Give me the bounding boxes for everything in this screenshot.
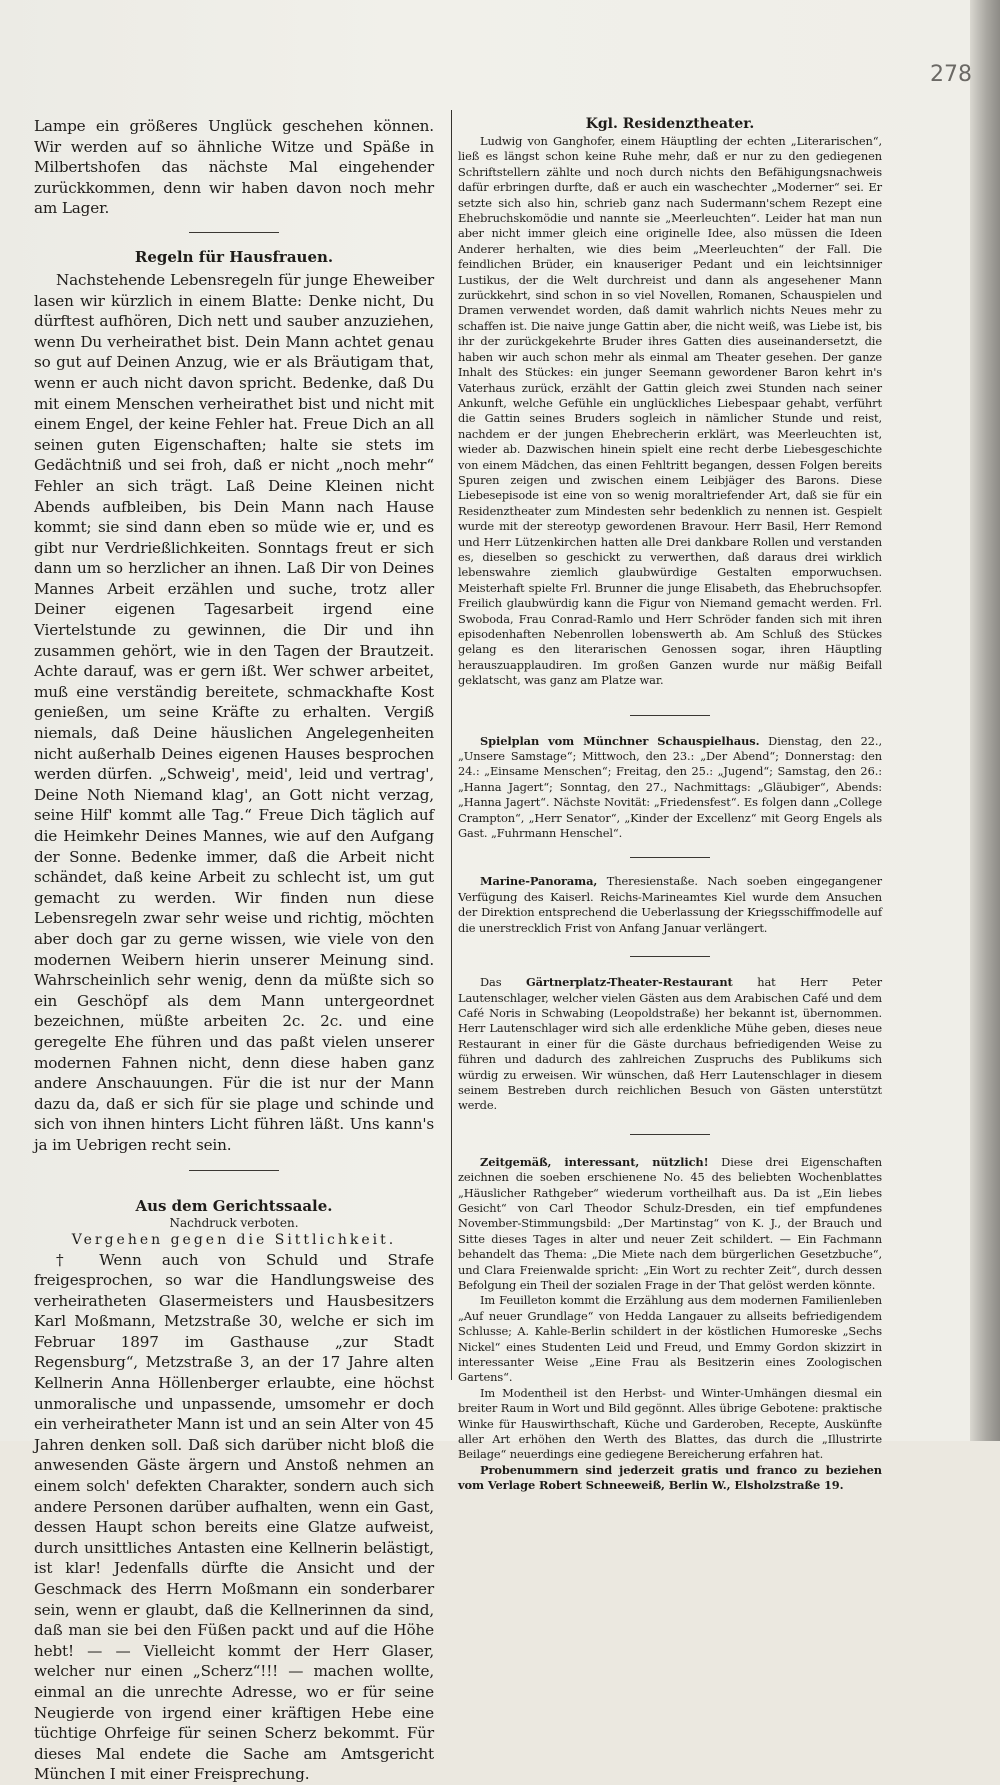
restaurant-heading: Gärtnerplatz-Theater-Restaurant: [526, 975, 733, 990]
schedule-text: Dienstag, den 22., „Unsere Samstage“; Mittwoch, den 23.: „Der Abend“; Donnerstag: den 24.: „Einsame Menschen“; Freitag, den 25.: „Jugend“; Samstag, den 26.: „Hanna Jagert“; Sonntag, den 27., Nachmittags: „Gläubiger“, Abends: „Hanna Jagert“. Nächste Novität: „Friedensfest“. Es folgen dann „College Crampton“, „Herr Senator“, „Kinder der Excellenz“ mit Georg Engels als Gast. „Fuhrmann Henschel“.: [458, 733, 882, 841]
section-divider: [630, 1134, 710, 1135]
intro-paragraph: Lampe ein größeres Unglück geschehen können. Wir werden auf so ähnliche Witze und Späße in Milbertshofen das nächste Mal eingehender zurückkommen, denn wir haben davon noch mehr am Lager.: [34, 117, 434, 218]
panorama-heading: Marine-Panorama,: [480, 874, 598, 889]
ad-paragraph-4: Probenummern sind jederzeit gratis und franco zu beziehen vom Verlage Robert Schneeweiß, Berlin W., Elsholzstraße 19.: [458, 1462, 882, 1493]
left-column: [34, 116, 434, 1785]
panorama-paragraph: [458, 874, 882, 936]
court-heading: Aus dem Gerichtssaale.: [135, 1196, 333, 1215]
column-rule: [451, 110, 452, 1380]
section-divider: [630, 956, 710, 957]
ad-text-1: Diese drei Eigenschaften zeichnen die soeben erschienene No. 45 des beliebten Wochenblattes „Häuslicher Rathgeber“ wiederum vortheilhaft aus. Da ist „Ein liebes Gesicht“ von Carl Theodor Schulz-Dresden, ein tief empfundenes November-Stimmungsbild: „Der Martinstag“ von K. J., der Brauch und Sitte dieses Tages in alter und neuer Zeit schildert. — Ein Fachmann behandelt das Thema: „Die Miete nach dem bürgerlichen Gesetzbuche“, und Clara Freienwalde spricht: „Ein Wort zu rechter Zeit“, durch dessen Befolgung ein Theil der sozialen Frage in der That gelöst werden könnte.: [458, 1154, 882, 1292]
court-paragraph: † Wenn auch von Schuld und Strafe freigesprochen, so war die Handlungsweise des verheiratheten Glasermeisters und Hausbesitzers Karl Moßmann, Metzstraße 30, welche er sich im Februar 1897 im Gasthause „zur Stadt Regensburg“, Metzstraße 3, an der 17 Jahre alten Kellnerin Anna Höllenberger erlaubte, eine höchst unmoralische und unpassende, umsomehr er doch ein verheiratheter Mann ist und an sein Alter von 45 Jahren denken soll. Daß sich darüber nicht bloß die anwesenden Gäste ärgern und Anstoß nehmen an einem solch' defekten Charakter, sondern auch sich andere Personen darüber aufhalten, wenn ein Gast, dessen Haupt schon bereits eine Glatze aufweist, durch unsittliches Antasten eine Kellnerin belästigt, ist klar! Jedenfalls dürfte die Ansicht und der Geschmack des Herrn Moßmann ein sonderbarer sein, wenn er glaubt, daß die Kellnerinnen da sind, daß man sie bei den Füßen packt und auf die Höhe hebt! — — Vielleicht kommt der Herr Glaser, welcher nur einen „Scherz“!!! — machen wollte, einmal an die unrechte Adresse, wo er für seine Neugierde von irgend einer kräftigen Hebe eine tüchtige Ohrfeige für seinen Scherz bekommt. Für dieses Mal endete die Sache am Amtsgericht München I mit einer Freisprechung.: [34, 1250, 434, 1784]
ad-paragraph-2: Im Feuilleton kommt die Erzählung aus dem modernen Familienleben „Auf neuer Grundlage“ von Hedda Langauer zu allseits befriedigendem Schlusse; A. Kahle-Berlin schildert in der köstlichen Humoreske „Sechs Nickel“ eines Studenten Leid und Freud, und Emmy Gordon skizzirt in interessanter Weise „Eine Frau als Besitzerin eines Zoologischen Gartens“.: [458, 1293, 882, 1385]
section-divider: [630, 715, 710, 716]
court-note: Nachdruck verboten.: [169, 1215, 299, 1230]
restaurant-prefix: Das: [480, 975, 502, 990]
rules-paragraph: Nachstehende Lebensregeln für junge Eheweiber lasen wir kürzlich in einem Blatte: Denke nicht, Du dürftest aufhören, Dich nett und sauber anzuziehen, wenn Du verheirathet bist. Dein Mann achtet genau so gut auf Deinen Anzug, wie er als Bräutigam that, wenn er auch nicht davon spricht. Bedenke, daß Du mit einem Menschen verheirathet bist und nicht mit einem Engel, der keine Fehler hat. Freue Dich an all seinen guten Eigenschaften; halte sie stets im Gedächtniß und sei froh, daß er nicht „noch mehr“ Fehler an sich trägt. Laß Deine Kleinen nicht Abends aufbleiben, bis Dein Mann nach Hause kommt; sie sind dann eben so müde wie er, und es gibt nur Verdrießlichkeiten. Sonntags freut er sich dann um so herzlicher an ihnen. Laß Dir von Deines Mannes Arbeit erzählen und suche, trotz aller Deiner eigenen Tagesarbeit irgend eine Viertelstunde zu gewinnen, die Dir und ihn zusammen gehört, wie in den Tagen der Brautzeit. Achte darauf, was er gern ißt. Wer schwer arbeitet, muß eine verständig bereitete, schmackhafte Kost genießen, um seine Kräfte zu erhalten. Vergiß niemals, daß Deine häuslichen Angelegenheiten nicht außerhalb Deines eigenen Hauses besprochen werden dürfen. „Schweig', meid', leid und vertrag', Deine Noth Niemand klag', an Gott nicht verzag, seine Hilf' kommt alle Tag.“ Freue Dich täglich auf die Heimkehr Deines Mannes, wie auf den Aufgang der Sonne. Bedenke immer, daß die Arbeit nicht schändet, daß keine Arbeit zu schlecht ist, um gut gemacht zu werden. Wir finden nun diese Lebensregeln zwar sehr weise und richtig, möchten aber doch gar zu gerne wissen, wie viele von den modernen Weibern hierin unserer Meinung sind. Wahrscheinlich sehr wenig, denn da müßte sich so ein Geschöpf als dem Mann untergeordnet bezeichnen, müßte arbeiten 2c. 2c. und eine geregelte Ehe führen und das paßt vielen unserer modernen Fahnen nicht, denn diese haben ganz andere Anschauungen. Für die ist nur der Mann dazu da, daß er sich für sie plage und schinde und sich von ihnen hinters Licht führen läßt. Uns kann's ja im Uebrigen recht sein.: [34, 270, 434, 1154]
theater-paragraph: Ludwig von Ganghofer, einem Häuptling der echten „Literarischen“, ließ es längst schon keine Ruhe mehr, daß er nur zu den gediegenen Schriftstellern zählte und noch durch nichts den Befähigungsnachweis dafür erbringen durfte, daß er auch ein waschechter „Moderner“ sei. Er setzte sich also hin, schrieb ganz nach Sudermann'schem Rezept eine Ehebruchskomödie und nannte sie „Meerleuchten“. Leider hat man nun aber nicht immer gleich eine originelle Idee, also müssen die Ideen Anderer herhalten, wie dies beim „Meerleuchten“ der Fall. Die feindlichen Brüder, ein knauseriger Pedant und ein leichtsinniger Lustikus, der die Welt durchreist und dann als angesehener Mann zurückkehrt, sind schon in so viel Novellen, Romanen, Schauspielen und Dramen verwendet worden, daß damit wahrlich nichts Neues mehr zu schaffen ist. Die naive junge Gattin aber, die nicht weiß, was Liebe ist, bis ihr der zurückgekehrte Bruder ihres Gatten dies auseinandersetzt, die haben wir auch schon mehr als einmal am Theater gesehen. Der ganze Inhalt des Stückes: ein junger Seemann gewordener Baron kehrt in's Vaterhaus zurück, erzählt der Gattin gleich zwei Stunden nach seiner Ankunft, welche Gefühle ein unglückliches Liebespaar gehabt, verführt die Gattin seines Bruders sogleich in nämlicher Stunde und reist, nachdem er der jungen Ehebrecherin erklärt, was Meerleuchten ist, wieder ab. Dazwischen hinein spielt eine recht derbe Liebesgeschichte von einem Mädchen, das einen Fehltritt begangen, dessen Folgen bereits Spuren zeigen und zwischen einem Leibjäger des Barons. Diese Liebesepisode ist eine von so wenig moraltriefender Art, daß sie für ein Residenztheater zum Mindesten sehr bedenklich zu nennen ist. Gespielt wurde mit der stereotyp gewordenen Bravour. Herr Basil, Herr Remond und Herr Lützenkirchen hatten alle Drei dankbare Rollen und verstanden es, dieselben so geschickt zu verwerthen, daß daraus drei wirklich lebenswahre ziemlich glaubwürdige Gestalten emporwuchsen. Meisterhaft spielte Frl. Brunner die junge Elisabeth, das Ehebruchsopfer. Freilich glaubwürdig kann die Figur von Niemand gemacht werden. Frl. Swoboda, Frau Conrad-Ramlo und Herr Schröder fanden sich mit ihren episodenhaften Nebenrollen lobenswerth ab. Am Schluß des Stückes gelang es den literarischen Genossen sogar, ihren Häuptling herauszuapplaudiren. Im großen Ganzen wurde nur mäßig Beifall geklatscht, was ganz am Platze war.: [458, 134, 882, 688]
ad-paragraph-1: [458, 1155, 882, 1294]
theater-heading: Kgl. Residenztheater.: [585, 116, 755, 132]
court-subheading: Vergehen gegen die Sittlichkeit.: [71, 1231, 397, 1248]
section-divider: [189, 232, 279, 233]
section-divider: [630, 857, 710, 858]
restaurant-text: hat Herr Peter Lautenschlager, welcher vielen Gästen aus dem Arabischen Café und dem Café Noris in Schwabing (Leopoldstraße) her bekannt ist, übernommen. Herr Lautenschlager wird sich alle erdenkliche Mühe geben, dieses neue Restaurant in einer für die Gäste durchaus befriedigenden Weise zu führen und dadurch des zahlreichen Zuspruchs des Publikums sich würdig zu erweisen. Wir wünschen, daß Herr Lautenschlager in diesem seinem Bestreben durch reichlichen Besuch von Gästen unterstützt werde.: [458, 975, 882, 1113]
page-number: 278: [930, 62, 972, 87]
right-column: [458, 116, 882, 1494]
restaurant-paragraph: [458, 975, 882, 1114]
schedule-heading: Spielplan vom Münchner Schauspielhaus.: [480, 733, 760, 748]
panorama-text: Theresienstaße. Nach soeben eingegangener Verfügung des Kaiserl. Reichs-Marineamtes Kiel wurde dem Ansuchen der Direktion entsprechend die Ueberlassung der Kriegsschiffmodelle auf die unerstrecklich Frist von Anfang Januar verlängert.: [458, 874, 882, 935]
ad-paragraph-3: Im Modentheil ist den Herbst- und Winter-Umhängen diesmal ein breiter Raum in Wort und Bild gegönnt. Alles übrige Gebotene: praktische Winke für Hauswirthschaft, Küche und Garderoben, Recepte, Auskünfte aller Art erhöhen den Werth des Blattes, das durch die „Illustrirte Beilage“ neuerdings eine gediegene Bereicherung erfahren hat.: [458, 1385, 882, 1462]
schedule-paragraph: [458, 734, 882, 842]
rules-heading: Regeln für Hausfrauen.: [134, 247, 334, 266]
ad-heading: Zeitgemäß, interessant, nützlich!: [480, 1154, 709, 1169]
section-divider: [189, 1170, 279, 1171]
page-edge-shadow: [970, 0, 1000, 1441]
